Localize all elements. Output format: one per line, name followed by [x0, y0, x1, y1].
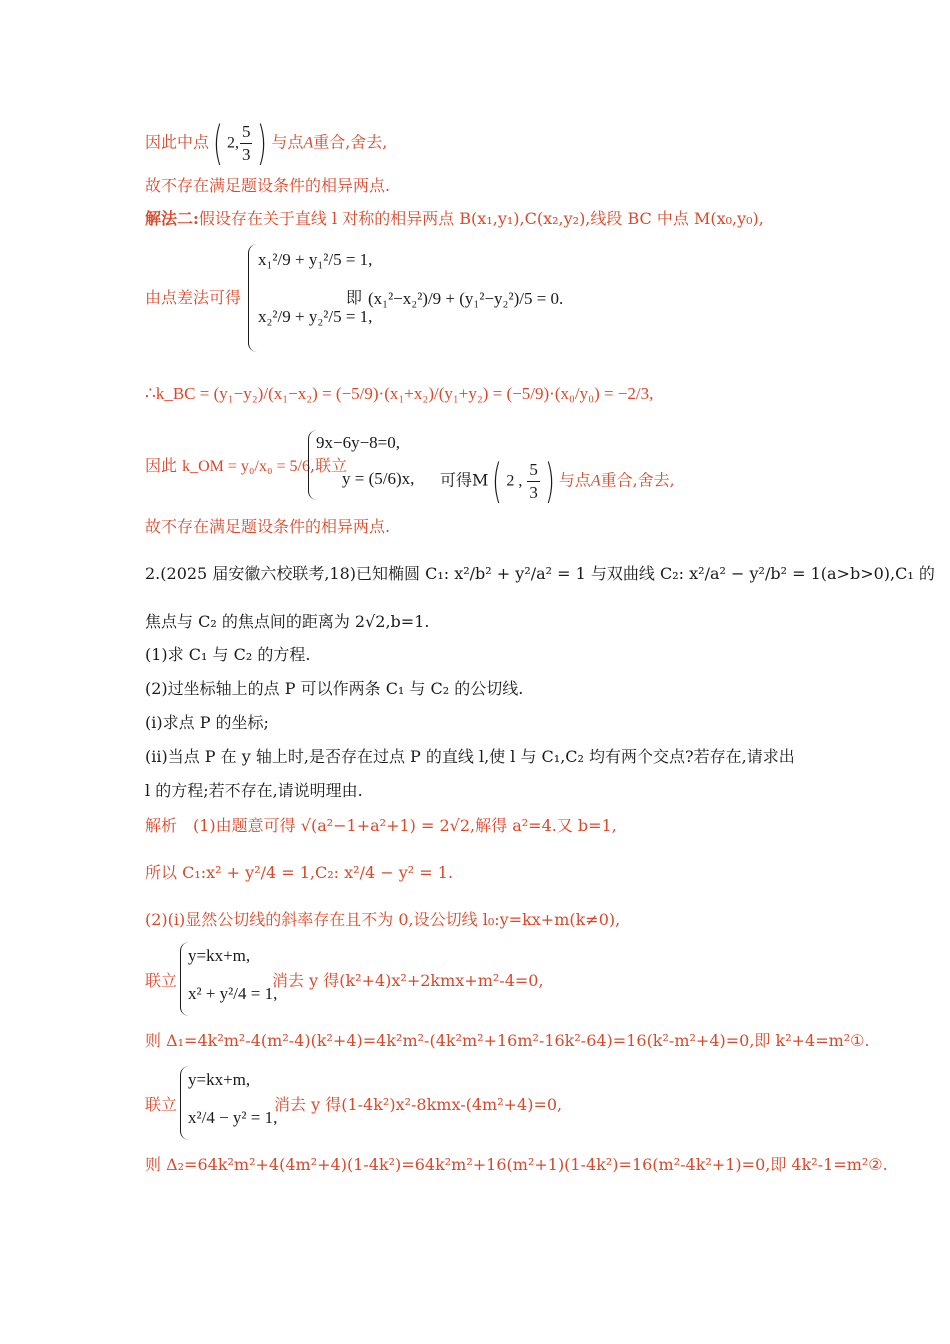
question-part-1: (1)求 C₁ 与 C₂ 的方程.	[145, 645, 311, 664]
text: 联立	[145, 971, 178, 990]
text-line: 故不存在满足题设条件的相异两点.	[145, 517, 391, 536]
solution-line-7: 则 Δ₂=64k²m²+4(4m²+4)(1-4k²)=64k²m²+16(m²+1)(1-4k²)=16(m²-4k²+1)=0,即 4k²-1=m²②.	[145, 1155, 888, 1174]
equation: x₂²/9 + y₂²/5 = 1,	[258, 307, 373, 326]
text: 消去 y 得(1-4k²)x²-8kmx-(4m²+4)=0,	[274, 1095, 563, 1114]
question-part-i: (i)求点 P 的坐标;	[145, 713, 269, 732]
math: 2	[226, 134, 235, 152]
text-line-midpoint: 因此中点( 2, $\frac{5}{3}$ ) 与点A重合,舍去,	[145, 116, 388, 170]
question-part-ii-2: l 的方程;若不存在,请说明理由.	[145, 781, 363, 800]
text: 即	[346, 288, 363, 307]
method-label: 解法二:	[145, 209, 199, 228]
solution-line-3: (2)(i)显然公切线的斜率存在且不为 0,设公切线 l₀:y=kx+m(k≠0),	[145, 910, 621, 929]
equation: (x₁²−x₂²)/9 + (y₁²−y₂²)/5 = 0.	[368, 289, 564, 308]
math: ,	[234, 134, 239, 152]
brace	[248, 244, 257, 352]
question-part-ii-1: (ii)当点 P 在 y 轴上时,是否存在过点 P 的直线 l,使 l 与 C₁,C₂ 均有两个交点?若存在,请求出	[145, 747, 795, 766]
text: 消去 y 得(k²+4)x²+2kmx+m²-4=0,	[272, 971, 544, 990]
text: 因此中点	[145, 132, 210, 152]
solution-line-2: 所以 C₁:x² + y²/4 = 1,C₂: x²/4 − y² = 1.	[145, 863, 454, 882]
text: 联立	[145, 1095, 178, 1114]
text: 与点	[271, 132, 304, 152]
text-line: 故不存在满足题设条件的相异两点.	[145, 176, 391, 195]
text: 由点差法可得	[145, 288, 242, 307]
equation: y=kx+m,	[188, 1070, 251, 1089]
text-line-kom: 因此 k_OM = y₀/x₀ = 5/6,联立	[145, 456, 348, 475]
equation: x² + y²/4 = 1,	[188, 984, 278, 1003]
equation: 9x−6y−8=0,	[316, 433, 401, 452]
equation: y = (5/6)x,	[342, 469, 415, 488]
question-part-2: (2)过坐标轴上的点 P 可以作两条 C₁ 与 C₂ 的公切线.	[145, 679, 524, 698]
solution-line-5: 则 Δ₁=4k²m²-4(m²-4)(k²+4)=4k²m²-(4k²m²+16m²-16k²-64)=16(k²-m²+4)=0,即 k²+4=m²①.	[145, 1031, 870, 1050]
text: 假设存在关于直线 l 对称的相异两点 B(x₁,y₁),C(x₂,y₂),线段 BC 中点 M(x₀,y₀),	[198, 209, 764, 228]
text: 重合,舍去,	[313, 132, 388, 152]
equation: x²/4 − y² = 1,	[188, 1108, 278, 1127]
question-2-line-1: 2.(2025 届安徽六校联考,18)已知椭圆 C₁: x²/b² + y²/a² = 1 与双曲线 C₂: x²/a² − y²/b² = 1(a>b>0),C₁ 的	[145, 564, 935, 583]
equation-kbc: ∴k_BC = (y₁−y₂)/(x₁−x₂) = (−5/9)·(x₁+x₂)/(y₁+y₂) = (−5/9)·(x₀/y₀) = −2/3,	[145, 384, 654, 403]
fraction: $\frac{5}{3}$	[241, 121, 251, 164]
text-line: 可得M( 2 , $\frac{5}{3}$ ) 与点A重合,舍去,	[440, 454, 675, 508]
equation: y=kx+m,	[188, 946, 251, 965]
question-2-line-2: 焦点与 C₂ 的焦点间的距离为 2√2,b=1.	[145, 612, 430, 631]
solution-line-1: 解析 (1)由题意可得 √(a²−1+a²+1) = 2√2,解得 a²=4.又 b=1,	[145, 816, 617, 835]
text-line-method2	[145, 211, 764, 227]
equation: x₁²/9 + y₁²/5 = 1,	[258, 250, 373, 269]
math: A	[303, 134, 314, 152]
